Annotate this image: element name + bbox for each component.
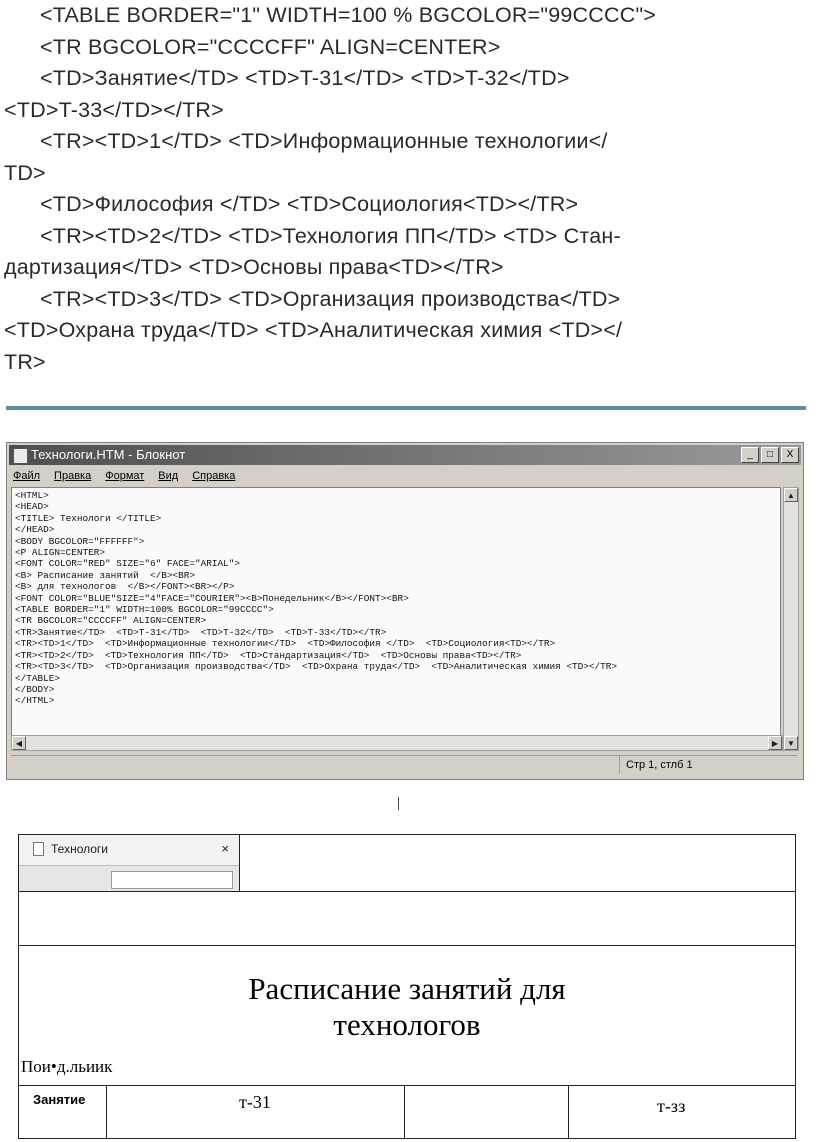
blank-row — [19, 891, 795, 946]
cursor-position: Стр 1, стлб 1 — [619, 756, 693, 774]
book-line: <TR><TD>2</TD> <TD>Технология ПП</TD> <TD> Стан- — [40, 223, 621, 248]
book-line: <TD>Занятие</TD> <TD>T-31</TD> <TD>T-32</TD> — [40, 66, 570, 90]
address-bar[interactable] — [111, 871, 233, 889]
notepad-statusbar — [11, 755, 797, 774]
table-cell — [405, 1086, 569, 1139]
table-cell: т-зз — [657, 1096, 686, 1116]
book-line: <TR><TD>1</TD> <TD>Информационные технологии</ — [40, 129, 608, 153]
page-heading — [19, 971, 795, 1043]
menu-format[interactable]: Формат — [105, 470, 145, 482]
horizontal-scrollbar[interactable] — [11, 735, 783, 751]
scroll-right-icon[interactable]: ▶ — [768, 736, 782, 750]
section-divider — [6, 406, 806, 410]
table-cell: т-31 — [107, 1086, 405, 1139]
table-cell: Занятие — [19, 1086, 107, 1139]
book-line: TD> — [4, 160, 46, 185]
notepad-menubar — [9, 467, 235, 485]
book-text — [4, 0, 810, 378]
vertical-scrollbar[interactable] — [783, 487, 799, 751]
book-line: <TABLE BORDER="1" WIDTH=100 % BGCOLOR="99CCCC"> — [40, 3, 657, 27]
tab-title: Технологи — [51, 842, 108, 856]
book-line: <TD>Философия </TD> <TD>Социология<TD></TR> — [40, 192, 579, 216]
notepad-titlebar[interactable] — [9, 445, 801, 465]
document-icon — [33, 842, 44, 856]
scroll-down-icon[interactable]: ▼ — [784, 736, 798, 750]
browser-tab[interactable] — [23, 837, 233, 861]
browser-tabstrip — [19, 835, 240, 891]
schedule-table — [19, 1085, 795, 1139]
close-button[interactable]: X — [781, 447, 799, 463]
notepad-icon — [13, 448, 28, 464]
book-line: <TD>T-33</TD></TR> — [4, 97, 224, 122]
divider-mark — [398, 797, 399, 810]
close-icon[interactable]: × — [221, 841, 229, 856]
book-line: дартизация</TD> <TD>Основы права<TD></TR> — [4, 255, 504, 279]
minimize-button[interactable]: _ — [741, 447, 759, 463]
book-line: <TR><TD>3</TD> <TD>Организация производства</TD> — [40, 286, 621, 311]
menu-edit[interactable]: Правка — [54, 470, 92, 482]
menu-help[interactable]: Справка — [192, 470, 236, 482]
scroll-left-icon[interactable]: ◀ — [12, 736, 26, 750]
scroll-up-icon[interactable]: ▲ — [784, 488, 798, 502]
notepad-title: Технологи.HTM - Блокнот — [31, 447, 186, 462]
browser-navbar — [19, 865, 239, 891]
book-line: <TD>Охрана труда</TD> <TD>Аналитическая химия <TD></ — [4, 318, 623, 342]
browser-header-row — [19, 835, 795, 892]
book-line: <TR BGCOLOR="CCCCFF" ALIGN=CENTER> — [40, 34, 501, 59]
menu-view[interactable]: Вид — [158, 470, 179, 482]
menu-file[interactable]: Файл — [13, 470, 41, 482]
maximize-button[interactable]: □ — [761, 447, 779, 463]
notepad-editor[interactable]: <HTML> <HEAD> <TITLE> Технологи </TITLE> </HEAD> <BODY BGCOLOR="FFFFFF"> <P ALIGN=CENTER> <FONT COLOR="RED" SIZE="6" FACE="ARIAL"> <B> Расписание занятий </B><BR> <B> для технологов </B></FONT><BR></P> <FONT COLOR="BLUE"SIZE="4"FACE="COURIER"><B>Понедельник</B></FONT><BR> <TABLE BORDER="1" WIDTH=100% BGCOLOR="99CCCC"> <TR BGCOLOR="CCCCFF" ALIGN=CENTER> <TR>Занятие</TD> <TD>T-31</TD> <TD>T-32</TD> <TD>T-33</TD></TR> <TR><TD>1</TD> <TD>Информационные технологии</TD> <TD>Философия </TD> <TD>Социология<TD></TR> <TR><TD>2</TD> <TD>Технология ПП</TD> <TD>Стандартизация</TD> <TD>Основы права<TD></TR> <TR><TD>3</TD> <TD>Организация производства</TD> <TD>Охрана труда</TD> <TD>Аналитическая химия <TD></TR> </TABLE> </BODY> </HTML> — [11, 487, 781, 751]
browser-output — [18, 834, 796, 1139]
day-label: Пои•д.льиик — [21, 1057, 113, 1076]
notepad-window — [6, 442, 804, 780]
heading-line-2: технологов — [333, 1007, 481, 1042]
book-line: TR> — [4, 349, 46, 374]
heading-line-1: Расписание занятий для — [248, 971, 566, 1006]
window-controls — [741, 447, 799, 463]
